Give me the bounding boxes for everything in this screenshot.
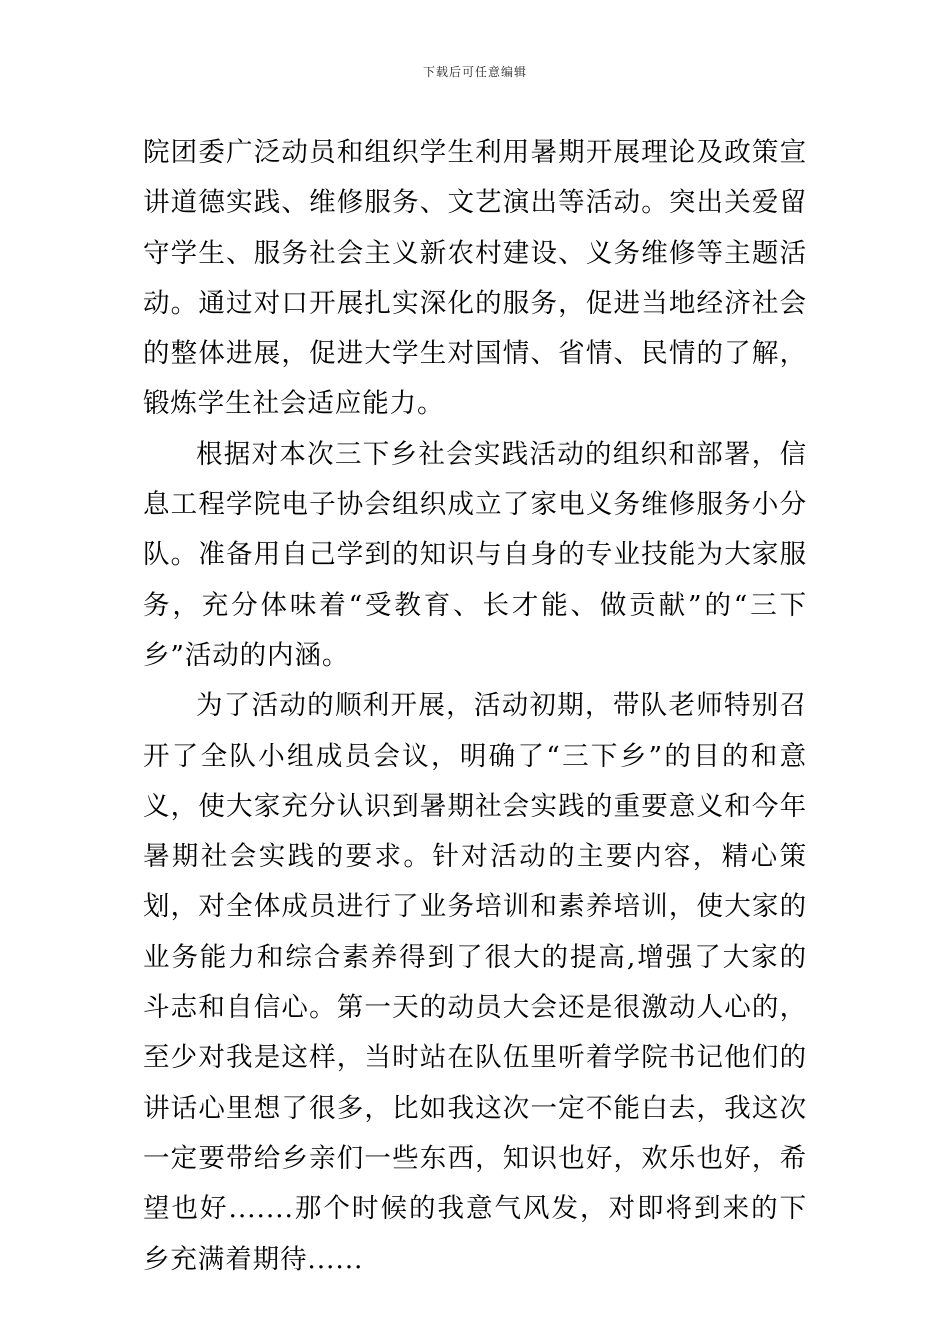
document-body [143, 128, 807, 1285]
paragraph-3: 为了活动的顺利开展，活动初期，带队老师特别召开了全队小组成员会议，明确了“三下乡”的目的和意义，使大家充分认识到暑期社会实践的重要意义和今年暑期社会实践的要求。针对活动的主要内容，精心策划，对全体成员进行了业务培训和素养培训，使大家的业务能力和综合素养得到了很大的提高,增强了大家的斗志和自信心。第一天的动员大会还是很激动人心的，至少对我是这样，当时站在队伍里听着学院书记他们的讲话心里想了很多，比如我这次一定不能白去，我这次一定要带给乡亲们一些东西，知识也好，欢乐也好，希望也好.......那个时候的我意气风发，对即将到来的下乡充满着期待...... [143, 690, 807, 1275]
page-header: 下载后可任意编辑 [422, 65, 527, 79]
paragraph-1: 院团委广泛动员和组织学生利用暑期开展理论及政策宣讲道德实践、维修服务、文艺演出等活动。突出关爱留守学生、服务社会主义新农村建设、义务维修等主题活动。通过对口开展扎实深化的服务，促进当地经济社会的整体进展，促进大学生对国情、省情、民情的了解，锻炼学生社会适应能力。 [143, 137, 807, 420]
paragraph-2: 根据对本次三下乡社会实践活动的组织和部署，信息工程学院电子协会组织成立了家电义务维修服务小分队。准备用自己学到的知识与自身的专业技能为大家服务，充分体味着“受教育、长才能、做贡献”的“三下乡”活动的内涵。 [143, 438, 807, 671]
